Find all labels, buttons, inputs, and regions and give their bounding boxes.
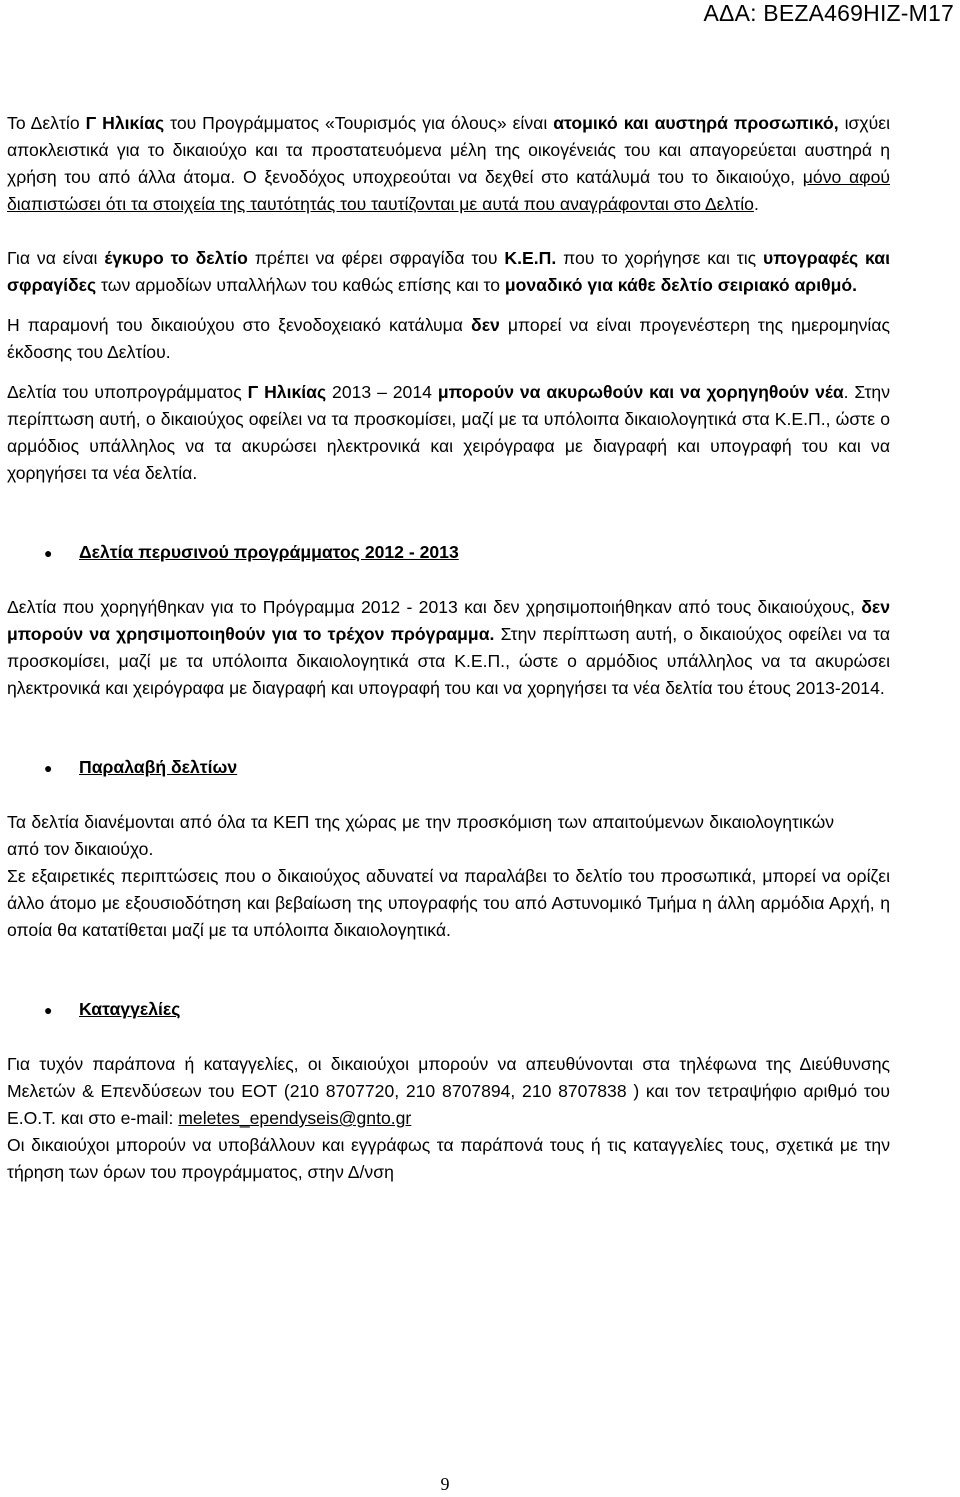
text-run: του Προγράμματος «Τουρισμός για όλους» είναι — [164, 113, 554, 133]
paragraph-cancel-current — [7, 379, 890, 487]
heading-text — [79, 539, 459, 566]
text-run: Τα δελτία διανέμονται από όλα τα ΚΕΠ της χώρας με την προσκόμιση των απαιτούμενων δικαιολογητικών από τον δικαιούχο. — [7, 812, 834, 859]
text-run: Για τυχόν παράπονα ή καταγγελίες, οι δικαιούχοι μπορούν να απευθύνονται στα τηλέφωνα της Διεύθυνσης Μελετών & Επενδύσεων του ΕΟΤ (210 8707720, 210 8707894, 210 8707838 ) και τον τετραψήφιο αριθμό του Ε.Ο.Τ. και στο e-mail: — [7, 1054, 890, 1128]
text-run: Δελτία περυσινού προγράμματος 2012 - 2013 — [79, 542, 459, 562]
document-body — [7, 110, 890, 1186]
paragraph-validity-stamp — [7, 245, 890, 299]
text-run: μπορεί να είναι προγενέστερη της ημερομηνίας έκδοσης του Δελτίου. — [7, 315, 890, 362]
text-run: που το χορήγησε και τις — [556, 248, 764, 268]
paragraph-receipt-exceptions — [7, 863, 890, 944]
section-heading-previous-program — [7, 539, 890, 567]
text-run: Σε εξαιρετικές περιπτώσεις που ο δικαιούχος αδυνατεί να παραλάβει το δελτίο του προσωπικά, μπορεί να ορίζει άλλο άτομο με εξουσιοδότηση και βεβαίωση της υπογραφής του από Αστυνομικό Τμήμα η άλλη αρμόδια Αρχή, η οποία θα κατατίθεται μαζί με τα υπόλοιπα δικαιολογητικά. — [7, 866, 890, 940]
bullet-icon: ● — [44, 1002, 53, 1018]
text-run: Στην περίπτωση αυτή, ο δικαιούχος οφείλει να τα προσκομίσει, μαζί με τα υπόλοιπα δικαιολογητικά στα Κ.Ε.Π., ώστε ο αρμόδιος υπάλληλος να τα ακυρώσει ηλεκτρονικά και χειρόγραφα με διαγραφή και υπογραφή του και να χορηγήσει τα νέα δελτία του έτους 2013-2014. — [7, 624, 890, 698]
text-run: Δελτία που χορηγήθηκαν για το Πρόγραμμα 2012 - 2013 και δεν χρησιμοποιήθηκαν από τους δικαιούχους, — [7, 597, 862, 617]
bullet-icon: ● — [44, 760, 53, 776]
text-run: . — [753, 194, 759, 214]
text-run: Παραλαβή δελτίων — [79, 757, 238, 777]
text-run: δεν — [471, 315, 500, 335]
section-heading-receipt — [7, 754, 890, 782]
email-link[interactable]: meletes_ependyseis@gnto.gr — [178, 1108, 412, 1128]
paragraph-receipt-kep — [7, 809, 890, 863]
heading-text — [79, 754, 237, 781]
text-run: Γ Ηλικίας — [85, 113, 165, 133]
text-run: Κ.Ε.Π. — [504, 248, 557, 268]
text-run: Η παραμονή του δικαιούχου στο ξενοδοχειακό κατάλυμα — [7, 315, 472, 335]
paragraph-stay-date — [7, 312, 890, 366]
text-run: έγκυρο το δελτίο — [104, 248, 248, 268]
heading-text — [79, 996, 180, 1023]
section-heading-complaints — [7, 996, 890, 1024]
text-run: δεν μπορούν να χρησιμοποιηθούν για το τρέχον πρόγραμμα. — [7, 597, 890, 644]
bullet-icon: ● — [44, 545, 53, 561]
text-run: πρέπει να φέρει σφραγίδα του — [247, 248, 505, 268]
paragraph-validity-intro — [7, 110, 890, 218]
text-run: μόνο αφού διαπιστώσει ότι τα στοιχεία της ταυτότητάς του ταυτίζονται με αυτά που αναγράφονται στο Δελτίο — [7, 167, 890, 214]
text-run: . Στην περίπτωση αυτή, ο δικαιούχος οφείλει να τα προσκομίσει, μαζί με τα υπόλοιπα δικαιολογητικά στα Κ.Ε.Π., ώστε ο αρμόδιος υπάλληλος να τα ακυρώσει ηλεκτρονικά και χειρόγραφα με διαγραφή και υπογραφή του και να χορηγήσει τα νέα δελτία. — [7, 382, 890, 483]
paragraph-complaints-phone — [7, 1051, 890, 1132]
ada-document-code: ΑΔΑ: ΒΕΖΑ469ΗΙΖ-Μ17 — [703, 0, 954, 26]
text-run: 2013 – 2014 — [326, 382, 438, 402]
text-run: ατομικό και αυστηρά προσωπικό, — [553, 113, 839, 133]
text-run: μοναδικό για κάθε δελτίο σειριακό αριθμό. — [504, 275, 857, 295]
text-run: Γ Ηλικίας — [247, 382, 327, 402]
page-number: 9 — [440, 1474, 450, 1494]
text-run: Οι δικαιούχοι μπορούν να υποβάλλουν και εγγράφως τα παράπονά τους ή τις καταγγελίες τους, σχετικά με την τήρηση των όρων του προγράμματος, στην Δ/νση — [7, 1135, 890, 1182]
text-run: ισχύει αποκλειστικά για το δικαιούχο και τα προστατευόμενα μέλη της οικογένειάς του και απαγορεύεται αυστηρά η χρήση του από άλλα άτομα. Ο ξενοδόχος υποχρεούται να δεχθεί στο κατάλυμά του το δικαιούχο, — [7, 113, 890, 187]
paragraph-complaints-written — [7, 1132, 890, 1186]
text-run: των αρμοδίων υπαλλήλων του καθώς επίσης και το — [96, 275, 505, 295]
text-run: μπορούν να ακυρωθούν και να χορηγηθούν νέα — [437, 382, 844, 402]
text-run: υπογραφές και σφραγίδες — [7, 248, 890, 295]
text-run: Δελτία του υποπρογράμματος — [7, 382, 248, 402]
paragraph-previous-program — [7, 594, 890, 702]
text-run: Για να είναι — [7, 248, 105, 268]
text-run: Το Δελτίο — [7, 113, 86, 133]
text-run: Καταγγελίες — [79, 999, 181, 1019]
